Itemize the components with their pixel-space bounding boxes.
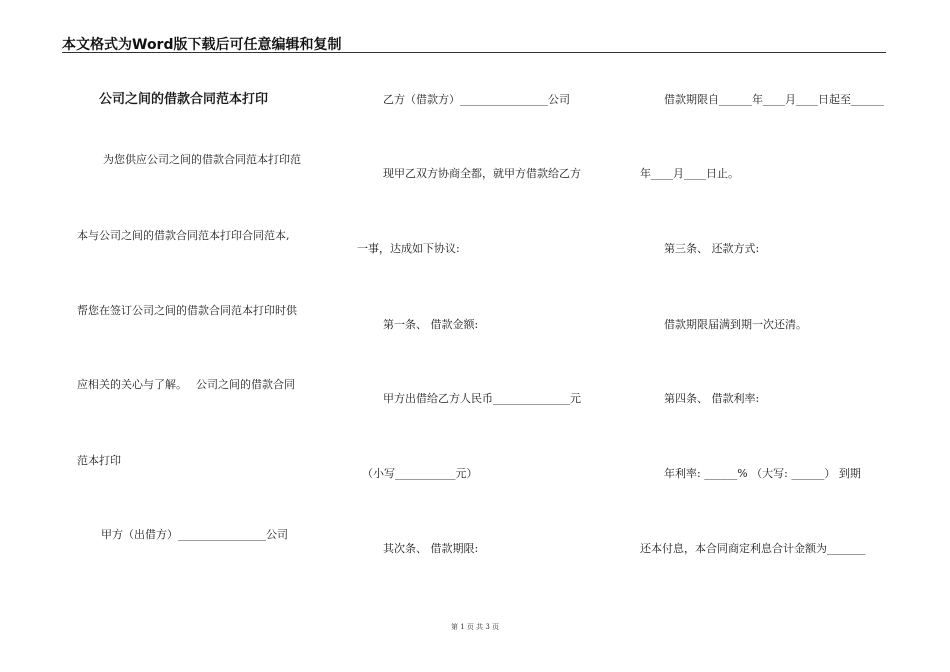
header-divider	[62, 52, 886, 53]
paragraph-line: 本与公司之间的借款合同范本打印合同范本,	[77, 229, 290, 242]
clause-heading: 第一条、 借款金额:	[383, 318, 479, 331]
paragraph-line: 帮您在签订公司之间的借款合同范本打印时供	[77, 304, 297, 317]
amount-field-line: 甲方出借给乙方人民币______________元	[383, 392, 581, 405]
paragraph-line: 借款期限届满到期一次还清。	[664, 318, 807, 331]
clause-heading: 第三条、 还款方式:	[664, 242, 760, 255]
document-header: 本文格式为Word版下载后可任意编辑和复制	[62, 37, 342, 53]
paragraph-line: 现甲乙双方协商全都，就甲方借款给乙方	[383, 167, 581, 180]
lender-field-line: 甲方（出借方）________________公司	[101, 528, 288, 541]
page-number: 第 1 页 共 3 页	[450, 623, 500, 631]
paragraph-line: 范本打印	[77, 454, 121, 467]
borrower-field-line: 乙方（借款方）________________公司	[383, 93, 570, 106]
paragraph-line: 一事，达成如下协议:	[357, 242, 460, 255]
paragraph-line: 应相关的关心与了解。 公司之间的借款合同	[77, 378, 295, 391]
term-field-line: 借款期限自______年____月____日起至______	[664, 93, 884, 106]
interest-rate-line: 年利率: ______% （大写: ______） 到期	[664, 467, 861, 480]
clause-heading: 第四条、 借款利率:	[664, 392, 760, 405]
term-field-line: 年____月____日止。	[640, 167, 739, 180]
clause-heading: 其次条、 借款期限:	[383, 542, 479, 555]
document-title: 公司之间的借款合同范本打印	[99, 92, 269, 107]
amount-lowercase-line: （小写___________元）	[362, 467, 478, 480]
paragraph-line: 还本付息，本合同商定利息合计金额为_______	[640, 542, 866, 555]
paragraph-line: 为您供应公司之间的借款合同范本打印范	[103, 153, 301, 166]
